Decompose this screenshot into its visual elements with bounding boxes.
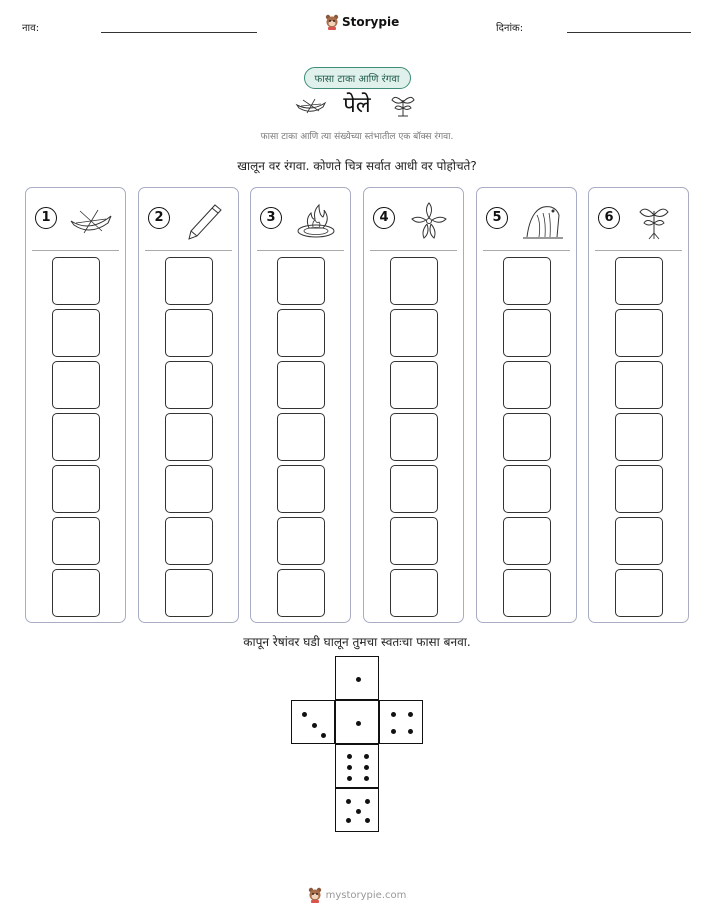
dice-pip — [364, 776, 369, 781]
dice-pip — [302, 712, 307, 717]
brand-logo — [325, 14, 399, 30]
flower-icon — [406, 201, 452, 241]
color-box[interactable] — [390, 361, 438, 409]
color-box[interactable] — [277, 465, 325, 513]
color-box[interactable] — [52, 413, 100, 461]
dice-face-3 — [291, 700, 335, 744]
column-divider — [257, 250, 344, 251]
color-box[interactable] — [277, 309, 325, 357]
name-label: नाव: — [22, 23, 40, 34]
color-box[interactable] — [52, 309, 100, 357]
color-box[interactable] — [52, 257, 100, 305]
sprout-icon — [631, 201, 677, 241]
dice-pip — [408, 729, 413, 734]
column-3 — [250, 187, 351, 623]
dice-face-5 — [335, 788, 379, 832]
dice-pip — [346, 818, 351, 823]
dice-face-4 — [379, 700, 423, 744]
dice-pip — [391, 729, 396, 734]
color-box[interactable] — [503, 569, 551, 617]
column-divider — [32, 250, 119, 251]
color-box[interactable] — [390, 413, 438, 461]
waterfall-icon — [519, 201, 565, 241]
column-2 — [138, 187, 239, 623]
color-box[interactable] — [277, 413, 325, 461]
color-box[interactable] — [390, 257, 438, 305]
color-box[interactable] — [503, 413, 551, 461]
column-number: 5 — [486, 207, 508, 229]
color-box[interactable] — [52, 465, 100, 513]
dice-pip — [347, 776, 352, 781]
pencil-icon — [181, 201, 227, 241]
color-box[interactable] — [277, 569, 325, 617]
column-number: 2 — [148, 207, 170, 229]
color-box[interactable] — [390, 517, 438, 565]
color-box[interactable] — [165, 569, 213, 617]
column-number: 1 — [35, 207, 57, 229]
color-box[interactable] — [390, 569, 438, 617]
coloring-instruction: खालून वर रंगवा. कोणते चित्र सर्वात आधी वर पोहोचते? — [237, 159, 477, 173]
color-box[interactable] — [165, 465, 213, 513]
column-number: 6 — [598, 207, 620, 229]
date-line[interactable] — [567, 32, 691, 33]
column-5 — [476, 187, 577, 623]
dice-face-1 — [335, 700, 379, 744]
storypie-mascot-icon — [308, 887, 322, 903]
dice-pip — [356, 677, 361, 682]
footer-site[interactable]: mystorypie.com — [325, 889, 407, 901]
color-box[interactable] — [615, 257, 663, 305]
color-box[interactable] — [615, 413, 663, 461]
column-divider — [595, 250, 682, 251]
footer — [308, 887, 407, 903]
color-box[interactable] — [277, 257, 325, 305]
campfire-icon — [293, 201, 339, 241]
column-4 — [363, 187, 464, 623]
color-box[interactable] — [165, 309, 213, 357]
color-box[interactable] — [615, 517, 663, 565]
column-divider — [483, 250, 570, 251]
dice-pip — [408, 712, 413, 717]
color-box[interactable] — [52, 569, 100, 617]
sprout-decoration-icon — [390, 90, 416, 122]
color-box[interactable] — [277, 517, 325, 565]
color-box[interactable] — [277, 361, 325, 409]
dice-pip — [356, 809, 361, 814]
color-box[interactable] — [503, 309, 551, 357]
worksheet-title: पेले — [343, 93, 371, 118]
dice-pip — [321, 733, 326, 738]
dice-pip — [347, 754, 352, 759]
column-6 — [588, 187, 689, 623]
dice-face-6 — [335, 744, 379, 788]
color-box[interactable] — [615, 569, 663, 617]
color-box[interactable] — [503, 257, 551, 305]
dice-pip — [364, 765, 369, 770]
dice-pip — [347, 765, 352, 770]
color-box[interactable] — [503, 465, 551, 513]
color-box[interactable] — [390, 309, 438, 357]
column-divider — [370, 250, 457, 251]
dice-pip — [364, 754, 369, 759]
date-label: दिनांक: — [496, 23, 524, 34]
dice-pip — [365, 818, 370, 823]
dice-pip — [356, 721, 361, 726]
color-box[interactable] — [52, 517, 100, 565]
column-divider — [145, 250, 232, 251]
color-box[interactable] — [615, 361, 663, 409]
color-box[interactable] — [165, 517, 213, 565]
dice-pip — [365, 799, 370, 804]
worksheet-subtitle: फासा टाका आणि त्या संख्येच्या स्तंभातील एक बॉक्स रंगवा. — [260, 132, 454, 142]
dice-pip — [391, 712, 396, 717]
color-box[interactable] — [165, 361, 213, 409]
color-box[interactable] — [165, 257, 213, 305]
dice-face-1 — [335, 656, 379, 700]
color-box[interactable] — [52, 361, 100, 409]
color-box[interactable] — [615, 309, 663, 357]
color-box[interactable] — [165, 413, 213, 461]
column-number: 3 — [260, 207, 282, 229]
column-1 — [25, 187, 126, 623]
storypie-mascot-icon — [325, 14, 339, 30]
name-line[interactable] — [101, 32, 257, 33]
activity-tag: फासा टाका आणि रंगवा — [304, 67, 411, 89]
color-box[interactable] — [615, 465, 663, 513]
color-box[interactable] — [503, 361, 551, 409]
column-number: 4 — [373, 207, 395, 229]
canoe-icon — [68, 201, 114, 241]
dice-pip — [312, 723, 317, 728]
dice-instruction: कापून रेषांवर घडी घालून तुमचा स्वतःचा फासा बनवा. — [243, 635, 471, 649]
dice-pip — [346, 799, 351, 804]
color-box[interactable] — [503, 517, 551, 565]
color-box[interactable] — [390, 465, 438, 513]
brand-name: Storypie — [342, 15, 400, 29]
